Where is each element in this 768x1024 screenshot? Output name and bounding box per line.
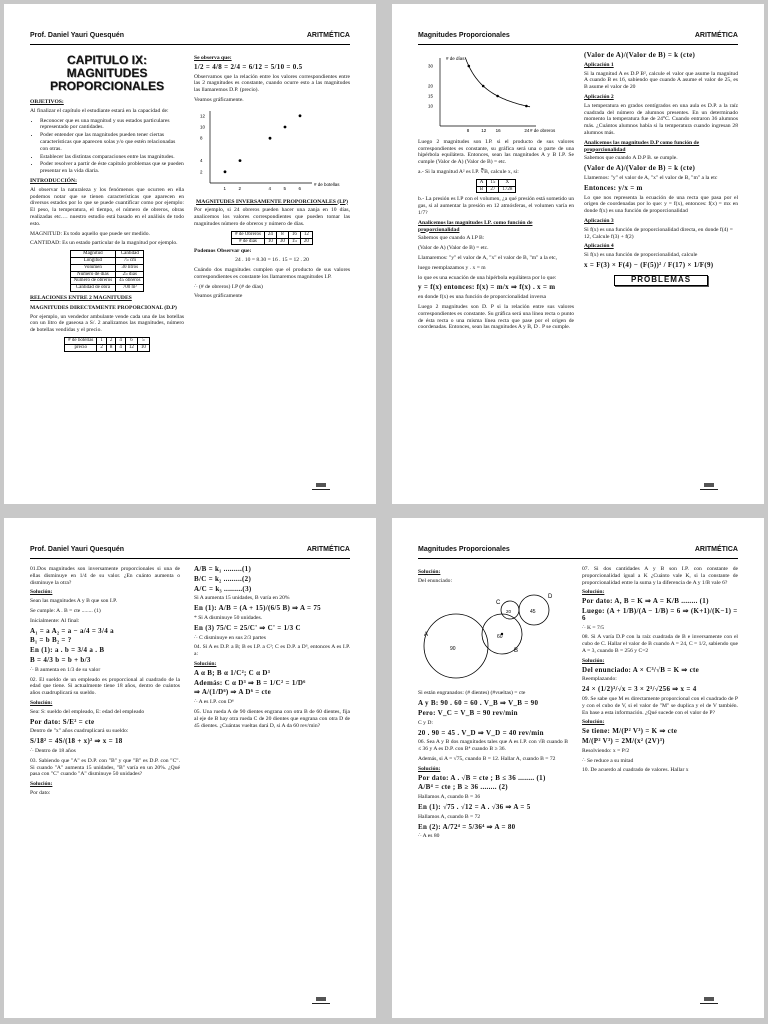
solution-line: Inicialmente: Al final:	[30, 617, 80, 624]
data-point	[239, 159, 242, 162]
x-tick-label: 2	[238, 185, 242, 191]
solution-line: * Si A disminuye 50 unidades.	[194, 614, 263, 621]
graph-caption: Veamos gráficamente.	[194, 96, 244, 103]
y-tick-label: 15	[428, 93, 434, 99]
topic-name: Magnitudes Proporcionales	[418, 32, 510, 39]
wheel-label: B	[514, 647, 519, 654]
table-cell: Volumen	[70, 264, 116, 271]
solution-formula: En (1): A/B = (A + 15)/(6/5 B) ⇒ A = 75	[194, 604, 321, 613]
ip-explanation: Cuándo dos magnitudes cumplen que el producto de sus valores correspondientes es constante los llamaremos magnitudes I.P.	[194, 266, 350, 280]
dp-text: Por ejemplo, un vendedor ambulante vende cada una de las botellas con un litro de gaseosa a S/. 2 analizamos las magnitudes, número de botellas vendidas y el precio.	[30, 313, 184, 334]
se-observa: Se observa que:	[194, 55, 232, 61]
table-cell: 4	[116, 337, 126, 344]
table-cell: 2	[106, 337, 116, 344]
dp-scatter-chart	[194, 107, 344, 193]
column-right	[582, 566, 738, 777]
y-tick-label: 12	[200, 113, 206, 119]
page-header	[418, 32, 738, 45]
aplicacion-1-heading: Aplicación 1	[584, 61, 614, 68]
solution-formula: Por dato: A . √B = cte ; B ≤ 36 ........ (1)	[418, 773, 546, 782]
table-cell: 10	[137, 344, 149, 351]
data-point	[482, 85, 485, 88]
solution-label: Solución:	[194, 660, 217, 667]
objetivos-intro: Al finalizar el capítulo el estudiante estará en la capacidad de:	[30, 107, 169, 114]
table-cell: B	[476, 186, 487, 193]
x-tick-label: 5	[283, 185, 287, 191]
table-cell: A	[476, 179, 487, 186]
table-cell: # de botellas	[65, 337, 97, 344]
k-constant-formula: (Valor de A)/(Valor de B) = k (cte)	[584, 51, 696, 59]
table-cell: X	[499, 179, 516, 186]
solution-formula: A₁ = a A₂ = a − a/4 = 3/4 a	[30, 626, 114, 635]
table-cell: 20	[300, 238, 312, 245]
solution-result: ∴ Se reduce a su mitad	[582, 757, 634, 764]
problem-10: 10. De acuerdo al cuadrado de valores. Hallar x	[582, 767, 689, 774]
y-tick-label: 8	[200, 135, 203, 141]
table-header: Magnitud	[70, 251, 116, 258]
podemos-observar: Podemos Observar que:	[194, 248, 252, 255]
problem-07: 07. Si dos cantidades A y B son I.P. con constante de proporcionalidad igual a K ¿Cuánto vale K, si la constante de proporcionalidad entre la suma y la diferencia de A y 1/B vale 6?	[582, 566, 738, 586]
solution-label: Solución:	[582, 719, 605, 726]
solution-formula: A y B: 90 . 60 = 60 . V_B ⇒ V_B = 90	[418, 699, 539, 708]
x-tick-label: 16	[495, 128, 501, 133]
donde-fx: en donde f(x) es una función de proporcionalidad inversa	[418, 294, 546, 301]
graph-caption-2: Veamos gráficamente	[194, 293, 243, 300]
llamaremos: Llamaremos: "y" el valor de A, "x" el valor de B, "m" a la etc,	[418, 254, 558, 261]
table-cell: 16	[288, 231, 300, 238]
table-cell: 30 litros	[116, 264, 144, 271]
x-tick-label: 4	[268, 185, 272, 191]
x-axis-label: # de obreros	[530, 128, 556, 133]
table-cell: precio	[65, 344, 97, 351]
solution-formula: ⇒ A/(1/D⁶) ⇒ A D⁶ = cte	[194, 688, 271, 697]
solution-formula: Pero: V_C = V_B = 90 rev/min	[418, 708, 518, 717]
problem-01: 01.Dos magnitudes son inversamente proporcionales si una de ellas disminuye en 1/4 de su valor. ¿En cuánto aumenta o disminuye la otra?	[30, 566, 180, 586]
solution-formula: B/C = k₂ .........(2)	[194, 574, 252, 583]
column-left	[418, 52, 574, 334]
page-header	[30, 32, 350, 45]
magnitude-table	[70, 250, 145, 292]
problem-02: 02. El sueldo de un empleado es proporcional al cuadrado de la edad que tiene. Si actualmente tiene 18 años, dentro de cuántos años cuadruplicará su sueldo.	[30, 676, 180, 697]
column-right	[584, 52, 738, 286]
data-point	[496, 95, 499, 98]
solution-result: ∴ A es 80	[418, 833, 440, 840]
solution-line: Se cumple: A . B = cte ........ (1)	[30, 607, 101, 614]
aplicacion-4-formula: x = F(3) × F(4) − (F(5))² / F(17) × 1/F(9)	[584, 260, 714, 269]
solution-line: C y D:	[418, 719, 433, 726]
table-cell: 24	[264, 231, 276, 238]
y-tick-label: 30	[428, 63, 434, 69]
k-constant-formula-2: (Valor de A)/(Valor de B) = k (cte)	[584, 164, 696, 173]
solution-line: Sean las magnitudes A y B que son I.P.	[30, 598, 118, 605]
solution-formula: B₁ = b B₂ = ?	[30, 636, 72, 645]
cantidad-definition: CANTIDAD: Es un estado particular de la magnitud por ejemplo.	[30, 240, 178, 247]
data-point	[284, 125, 287, 128]
aplicacion-3: Si f(x) es una función de proporcionalidad directa, en donde f(4) = 12, Calcule f(3) + f(2)	[584, 226, 733, 240]
table-cell: 15	[288, 238, 300, 245]
teeth-label: 90	[450, 645, 456, 652]
column-left	[30, 52, 184, 355]
hyperbola-curve	[465, 57, 530, 106]
page-number-mark	[700, 483, 718, 490]
wheel-label: C	[496, 599, 501, 606]
x-axis-label: # de botellas	[314, 181, 340, 187]
magnitud-definition: MAGNITUD: Es todo aquello que puede ser medido.	[30, 230, 150, 237]
list-item: • Reconocer que es una magnitud y sus estados particulares representado por cantidades.	[40, 118, 184, 132]
table-cell: 12	[300, 231, 312, 238]
table-cell: 25 días	[116, 271, 144, 278]
x-tick-label: 8	[466, 128, 470, 133]
gear-wheels-diagram	[418, 588, 558, 688]
teeth-label: 60	[497, 633, 503, 640]
table-cell: 1728	[499, 186, 516, 193]
table-cell: 8	[276, 231, 288, 238]
column-left	[418, 566, 568, 843]
table-cell: 5	[137, 337, 149, 344]
aplicacion-1: Si la magnitud A es D.P B², calcule el valor que asume la magnitud A cuando B es 16, sabiendo que cuando A asume el valor de 25, es B asume el valor de 20	[584, 70, 738, 91]
ip-note: ∴ (# de obreros) I.P (# de días)	[194, 283, 263, 290]
ip-hyperbola-chart	[418, 52, 568, 136]
analicemos-ip: Analicemos las magnitudes I.P. como función de proporcionalidad	[418, 219, 533, 233]
solution-formula: En (3) 75/C = 25/C' ⇒ C' = 1/3 C	[194, 623, 301, 632]
aplicacion-3-heading: Aplicación 3	[584, 217, 614, 224]
author-name: Prof. Daniel Yauri Quesquén	[30, 546, 125, 553]
solution-line: Reemplazando:	[582, 676, 617, 683]
dp-heading: MAGNITUDES DIRECTAMENTE PROPORCIONAL (D.P)	[30, 304, 177, 311]
table-cell: # de Obreros	[232, 231, 265, 238]
y-axis-label: # de días	[446, 56, 465, 61]
solution-formula: Luego: (A + 1/B)/(A − 1/B) = 6 ⇒ (K+1)/(K−1) = 6	[582, 606, 738, 622]
fraction-line: 1/2 = 4/8 = 2/4 = 6/12 = 5/10 = 0.5	[194, 62, 303, 71]
fx-formula: y = f(x) entonces: f(x) = m/x ⇒ f(x) . x = m	[418, 283, 556, 292]
table-cell: 1	[97, 337, 107, 344]
solution-formula: 20 . 90 = 45 . V_D ⇒ V_D = 40 rev/min	[418, 728, 544, 737]
page-header	[418, 546, 738, 559]
problem-04: 04. Si A es D.P. a B; B es I.P. a C²; C es D.P. a D³, entonces A es I.P. a:	[194, 644, 350, 658]
solution-result: ∴ K = 7/5	[582, 624, 605, 631]
x-tick-label: 6	[298, 185, 302, 191]
course-name: ARITMÉTICA	[306, 546, 350, 553]
table-cell: 10	[264, 238, 276, 245]
y-tick-label: 2	[200, 169, 203, 175]
y-tick-label: 4	[200, 157, 203, 163]
workers-table	[231, 231, 313, 246]
solution-formula: Por dato: A, B = K ⇒ A = K/B ........ (1)	[582, 597, 709, 606]
solution-line: Sea: S: sueldo del empleado, E: edad del empleado	[30, 708, 145, 715]
author-name: Prof. Daniel Yauri Quesquén	[30, 32, 125, 39]
solution-formula: En (1): a . b = 3/4 a . B	[30, 646, 105, 655]
recta-text: Lo que nos representa la ecuación de una recta que pasa por el origen de coordenadas por lo que: y = f(x), entonces: f(x) = mx en donde f(x) es una función de proporcionalidad	[584, 194, 738, 215]
solution-formula: B = 4/3 b = b + b/3	[30, 655, 91, 664]
solution-formula: 24 × (1/2)³/√x = 3 × 2³/√256 ⇒ x = 4	[582, 685, 697, 694]
bottles-table	[64, 337, 150, 352]
table-cell: 30	[276, 238, 288, 245]
aplicacion-4-heading: Aplicación 4	[584, 243, 614, 250]
problem-03: 03. Sabiendo que "A" es D.P. con "B" y que "B" es D.P. con "C". Si cuando "A" aumenta 15 unidades, "B" varía en un 20%. ¿Qué pasa con "C" cuando "A" disminuye 50 unidades?	[30, 757, 180, 778]
ip-text: Por ejemplo, si 24 obreros pueden hacer una zanja en 10 días, analicemos los valores correspondientes que pueden tomar las magnitudes número de obreros y número de días.	[194, 207, 350, 227]
exercise-a-table	[476, 179, 517, 194]
solution-line: Si A aumenta 15 unidades, B varía en 20%	[194, 595, 290, 602]
solution-line: Por dato:	[30, 789, 51, 796]
product-line: 24 . 10 = 8.30 = 16 . 15 = 12 . 20	[235, 257, 309, 264]
page-4	[392, 518, 764, 1018]
solution-label: Solución:	[30, 781, 53, 788]
solution-formula: M/(P² V³) = 2M/(x² (2V)³)	[582, 736, 665, 745]
solution-result: ∴ Dentro de 18 años	[30, 747, 76, 754]
table-header: Cantidad	[116, 251, 144, 258]
table-cell: 700 m²	[116, 285, 144, 292]
data-point	[468, 65, 471, 68]
table-cell: # de días	[232, 238, 265, 245]
sabemos-ip: Sabemos que cuando A I.P B:	[418, 235, 485, 242]
course-name: ARITMÉTICA	[306, 32, 350, 39]
table-cell: 45 obreros	[116, 278, 144, 285]
solution-formula: En (2): A/72⁴ = 5/36⁴ ⇒ A = 80	[418, 822, 516, 831]
x-tick-label: 1	[223, 185, 227, 191]
list-item: • Establecer las distintas comparaciones entre las magnitudes.	[40, 154, 184, 161]
teeth-label: 20	[506, 608, 512, 614]
data-point	[299, 114, 302, 117]
table-cell: Longitud	[70, 257, 116, 264]
valor-ab: (Valor de A) (Valor de B) = etc.	[418, 245, 489, 252]
solution-formula: En (1): √75 . √12 = A . √36 ⇒ A = 5	[418, 802, 531, 811]
solution-formula: A/B⁴ = cte ; B ≥ 36 ........ (2)	[418, 783, 508, 792]
table-cell: 15	[487, 179, 499, 186]
table-cell: 27	[487, 186, 499, 193]
solution-formula: Se tiene: M/(P² V³) = K ⇒ cte	[582, 727, 678, 736]
objetivos-heading: OBJETIVOS:	[30, 99, 64, 105]
intro-text: Al observar la naturaleza y los fenómenos que ocurren en ella podemos notar que se tienen características que aparecen en diversos estados por lo que se puede cuantificar como por ejemplo: El peso, la temperatura, el tiempo, el número de obreros, obras realizadas etc.… nuestro estudio está basado en el análisis de todo esto.	[30, 186, 184, 227]
page-number-mark	[312, 997, 330, 1004]
page-header	[30, 546, 350, 559]
problem-05: 05. Una rueda A de 90 dientes engrana con otra B de 60 dientes, fija al eje de B hay otra rueda C de 20 dientes que engrana con otra D de 45 dientes. ¿Cuántas vueltas dará D, si A da 60 rev/min?	[194, 708, 350, 729]
hiperbola-text: lo que es una ecuación de una hipérbola equilátera por lo que:	[418, 274, 557, 281]
wheel-a	[424, 614, 488, 678]
problem-08: 08. Si A varía D.P con la raíz cuadrada de B e inversamente con el cubo de C. Hallar el valor de B cuando A = 24, C = 1/2, sabiendo que A = 3, cuando B = 256 y C=2	[582, 634, 738, 654]
y-tick-label: 20	[428, 83, 434, 89]
solution-formula: Por dato: S/E² = cte	[30, 717, 95, 726]
ip-conclusion: Luego 2 magnitudes son I.P. si el producto de sus valores correspondientes es constante, su gráfica será una o parte de una hipérbola equilátera. Entonces, sean las magnitudes A y B I.P. Se cumple (Valor de A) (Valor de B) = etc.	[418, 138, 574, 166]
page-1	[4, 4, 376, 504]
x-tick-label: 24	[524, 128, 530, 133]
data-point	[525, 105, 528, 108]
course-name: ARITMÉTICA	[694, 546, 738, 553]
column-right	[194, 52, 350, 303]
solution-formula: A/B = k₁ .........(1)	[194, 565, 252, 573]
table-cell: Número de obreros	[70, 278, 116, 285]
objetivos-list	[30, 118, 184, 175]
solution-line: Hallamos A, cuando B = 72	[418, 813, 481, 820]
list-item: • Poder entender que las magnitudes pueden tener ciertas características que aparecen solas y/o que estén relacionadas con otras.	[40, 132, 184, 152]
y-tick-label: 10	[428, 103, 434, 109]
intro-heading: INTRODUCCIÓN:	[30, 177, 77, 184]
solution-result: ∴ C disminuye en sus 2/3 partes	[194, 634, 266, 641]
entonces-formula: Entonces: y/x = m	[584, 183, 643, 192]
aplicacion-2: La temperatura en grados centígrados en una aula es D.P. a la raíz cuadrada del número de alumnos presentes. En un determinado momento la temperatura fue de 24°C. Cuando entraron 36 alumnos más. ¿Cuántos alumnos había si la temperatura cuando ingresan 28 alumnos más.	[584, 102, 738, 136]
wheel-label: D	[548, 593, 553, 600]
page-3	[4, 518, 376, 1018]
exercise-a: a.- Si la magnitud A² es I.P. ∛B, calcule x, si:	[418, 168, 519, 175]
dp-conclusion: Luego 2 magnitudes son D. P si la relación entre sus valores correspondientes es constante. Su gráfica será una línea recta o punto de ésta recta o una misma línea recta que pase por el origen de coordenadas. Entonces, sean las magnitudes A y B, D . P se cumple.	[418, 303, 574, 331]
aplicacion-4: Si f(x) es una función de proporcionalidad, calcule	[584, 252, 698, 259]
page-2	[392, 4, 764, 504]
solution-label: Solución:	[30, 699, 53, 706]
table-cell: Número de días	[70, 271, 116, 278]
analicemos-dp: Analicemos las magnitudes D.P como función de proporcionalidad	[584, 139, 700, 153]
ip-heading: MAGNITUDES INVERSAMENTE PROPORCIONALES (I.P)	[196, 198, 348, 205]
data-point	[269, 137, 272, 140]
solution-result: ∴ B aumenta en 1/3 de su valor	[30, 666, 101, 673]
problem-06: 06. Sea A y B dos magnitudes tales que A es I.P. con √B cuando B ≤ 36 y A es D.P. con B⁴ cuando B ≥ 36.	[418, 739, 568, 753]
page-number-mark	[312, 483, 330, 490]
solution-formula: Además: C α D³ ⇒ B = 1/C² = 1/D⁶	[194, 678, 306, 687]
table-cell: Cantidad de obra	[70, 285, 116, 292]
column-left	[30, 566, 180, 800]
solution-line: Dentro de "x" años cuadruplicará su sueldo:	[30, 728, 129, 735]
aplicacion-2-heading: Aplicación 2	[584, 93, 614, 100]
solution-label: Solución:	[418, 765, 441, 772]
topic-name: Magnitudes Proporcionales	[418, 546, 510, 553]
problem-09: 09. Se sabe que M es directamente proporcional con el cuadrado de P y con el cubo de V, si el valor de "M" se duplica y el de V también. En base a esta información. ¿Qué sucede con el valor de P?	[582, 695, 738, 716]
data-point	[224, 170, 227, 173]
solution-line: Resolviendo: x = P/2	[582, 747, 630, 754]
chapter-title: CAPITULO IX: MAGNITUDES PROPORCIONALES	[49, 53, 164, 93]
solution-formula: Del enunciado: A × C³/√B = K ⇒ cte	[582, 665, 700, 674]
solution-line: Además, si A = √75, cuando B = 12. Hallar A, cuando B = 72	[418, 755, 556, 762]
llamemos: Llamemos: "y" el valor de A, "x" el valor de B, "m" a la etc	[584, 174, 718, 181]
exercise-b: b.- La presión es I.P con el volumen, ¿a qué presión está sometido un gas, si al aumentar la presión en 12 atmósferas, el volumen varía en 1/7?	[418, 196, 574, 216]
solution-formula: S/18² = 4S/(18 + x)² ⇒ x = 18	[30, 737, 123, 746]
wheel-label: A	[424, 631, 429, 638]
solution-label: Solución:	[582, 657, 605, 664]
solution-line: Hallamos A, cuando B = 36	[418, 794, 481, 801]
del-enunciado: Del enunciado:	[418, 577, 453, 584]
table-cell: 12	[125, 344, 137, 351]
x-tick-label: 12	[481, 128, 487, 133]
y-tick-label: 10	[200, 124, 206, 130]
relaciones-heading: RELACIONES ENTRE 2 MAGNITUDES	[30, 294, 132, 301]
page-number-mark	[700, 997, 718, 1004]
course-name: ARITMÉTICA	[694, 32, 738, 39]
solution-result: ∴ A es I.P. con D⁶	[194, 699, 234, 706]
observation-text: Observamos que la relación entre los valores correspondientes entre las 2 magnitudes es constante, cuando ocurre esto a las magnitudes las llamaremos D.P. (precio).	[194, 73, 350, 94]
column-right	[194, 566, 350, 732]
table-cell: 4	[116, 344, 126, 351]
sabemos-dp: Sabemos que cuando A D.P B. se cumple.	[584, 155, 678, 162]
solution-line: Si están engranados: (# dientes) (#vueltas) = cte	[418, 690, 526, 697]
table-cell: 6	[125, 337, 137, 344]
table-cell: 8	[106, 344, 116, 351]
solution-label: Solución:	[582, 589, 605, 596]
solution-formula: A α B; B α 1/C²; C α D³	[194, 668, 271, 677]
solution-formula: A/C = k₃ .........(3)	[194, 584, 252, 593]
list-item: • Poder resolver a partir de éste capítulo problemas que se pueden presentar en la vida diaria.	[40, 161, 184, 175]
luego-reemplazamos: luego reemplazamos y . x = m	[418, 264, 486, 271]
problemas-banner: PROBLEMAS	[614, 275, 708, 286]
solution-label: Solución:	[30, 589, 53, 596]
table-cell: 2	[97, 344, 107, 351]
table-cell: 75 cm	[116, 257, 144, 264]
solution-label: Solución:	[418, 569, 441, 575]
teeth-label: 45	[530, 608, 536, 615]
